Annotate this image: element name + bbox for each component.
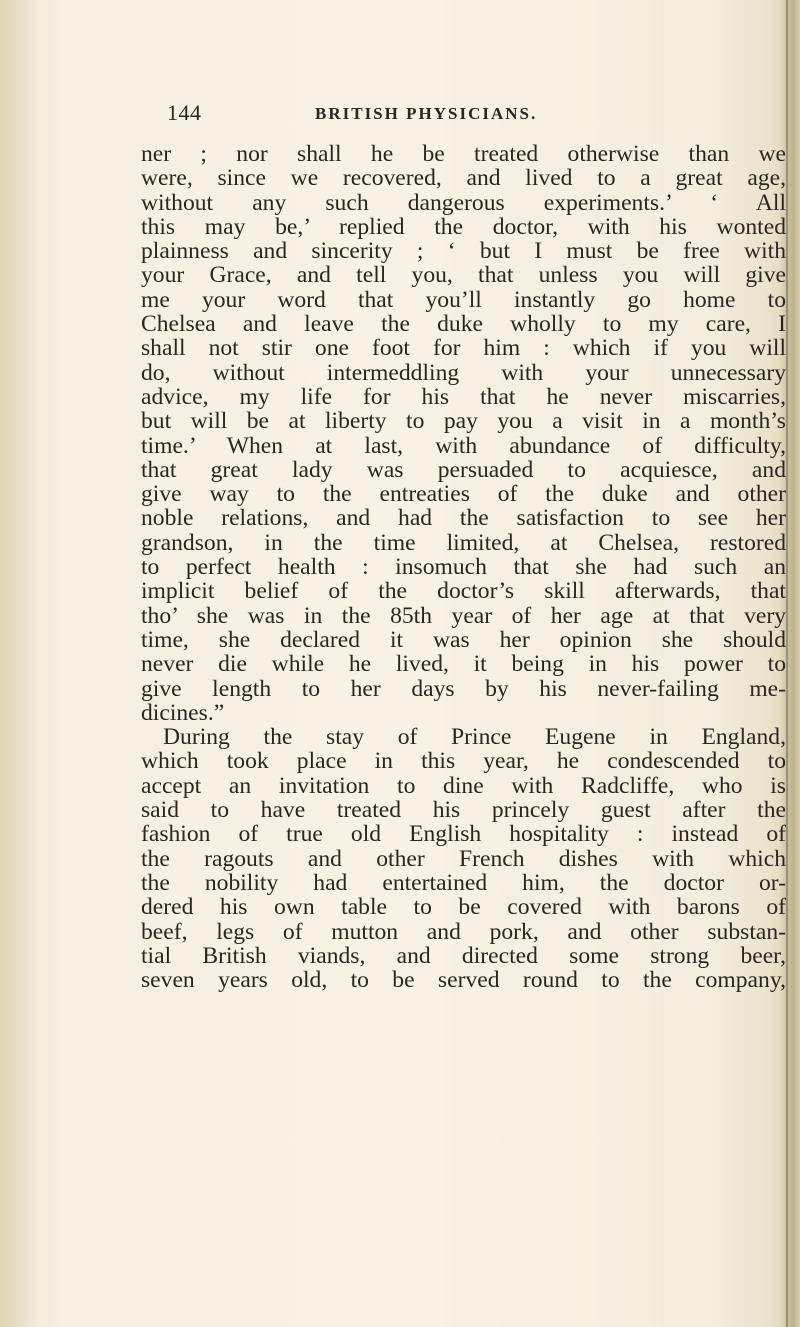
- gutter-line: [786, 0, 788, 1327]
- text-line: without any such dangerous experiments.’ ‘ All: [141, 189, 786, 216]
- text-line: the nobility had entertained him, the doctor or-: [141, 869, 786, 896]
- paragraph-end-line: dicines.”: [141, 699, 225, 726]
- text-line: do, without intermeddling with your unnecessary: [141, 359, 786, 386]
- text-line: your Grace, and tell you, that unless you will give: [141, 262, 786, 289]
- text-line: were, since we recovered, and lived to a great age,: [141, 165, 786, 192]
- text-line: beef, legs of mutton and pork, and other substan-: [141, 918, 786, 945]
- text-line: me your word that you’ll instantly go home to: [141, 286, 786, 313]
- text-line: time.’ When at last, with abundance of difficulty,: [141, 432, 786, 459]
- text-line: never die while he lived, it being in his power to: [141, 651, 786, 678]
- text-line: this may be,’ replied the doctor, with his wonted: [141, 213, 786, 240]
- text-line: accept an invitation to dine with Radcliffe, who is: [141, 772, 786, 799]
- page-number: 144: [167, 100, 202, 125]
- text-line: time, she declared it was her opinion she should: [141, 626, 786, 653]
- text-line: which took place in this year, he condescended to: [141, 748, 786, 775]
- text-line: ner ; nor shall he be treated otherwise than we: [141, 141, 786, 167]
- text-line: fashion of true old English hospitality : instead of: [141, 821, 786, 848]
- text-line: plainness and sincerity ; ‘ but I must be free with: [141, 238, 786, 265]
- text-line: shall not stir one foot for him : which if you will: [141, 335, 786, 362]
- text-line: but will be at liberty to pay you a visit in a month’s: [141, 408, 786, 435]
- text-line: give way to the entreaties of the duke and other: [141, 481, 786, 508]
- text-line: to perfect health : insomuch that she had such an: [141, 554, 786, 581]
- text-line: give length to her days by his never-failing me-: [141, 675, 786, 702]
- text-line: grandson, in the time limited, at Chelsea, restored: [141, 529, 786, 556]
- text-line: dered his own table to be covered with barons of: [141, 894, 786, 921]
- text-line: advice, my life for his that he never miscarries,: [141, 383, 786, 410]
- text-line: tho’ she was in the 85th year of her age at that very: [141, 602, 786, 629]
- running-title: BRITISH PHYSICIANS.: [315, 104, 538, 123]
- running-head: [167, 100, 767, 136]
- paragraph-start-line: During the stay of Prince Eugene in England,: [163, 724, 786, 751]
- text-line: tial British viands, and directed some strong beer,: [141, 942, 786, 969]
- text-line: Chelsea and leave the duke wholly to my care, I: [141, 311, 786, 338]
- page-edge-shadow: [0, 0, 40, 1327]
- text-line: the ragouts and other French dishes with which: [141, 845, 786, 872]
- text-line: said to have treated his princely guest after the: [141, 797, 786, 824]
- text-line: seven years old, to be served round to the company,: [141, 967, 786, 994]
- text-line: implicit belief of the doctor’s skill afterwards, that: [141, 578, 786, 605]
- body-text: [141, 142, 786, 992]
- text-line: that great lady was persuaded to acquiesce, and: [141, 456, 786, 483]
- text-line: noble relations, and had the satisfaction to see her: [141, 505, 786, 532]
